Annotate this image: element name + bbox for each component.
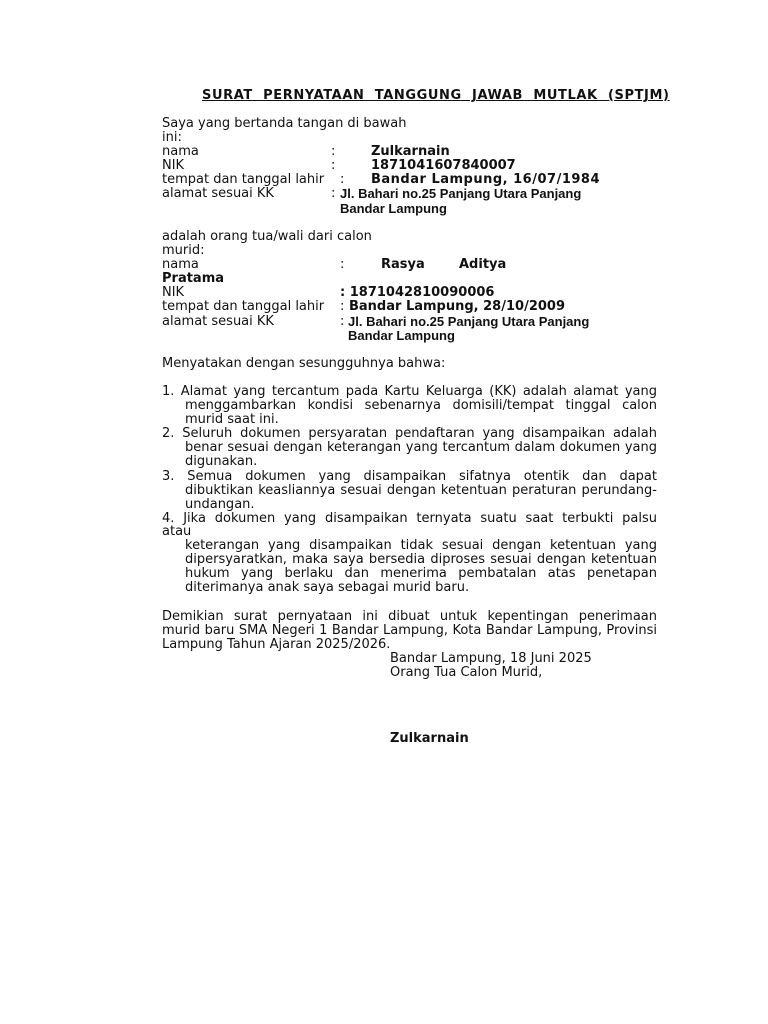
parent-ttl-label: tempat dan tanggal lahir (162, 172, 325, 187)
child-nama-colon: : (340, 257, 345, 272)
item-1-line-1: 1. Alamat yang tercantum pada Kartu Keluarga (KK) adalah alamat yang (162, 384, 657, 399)
parent-alamat-value-1: Jl. Bahari no.25 Panjang Utara Panjang (340, 186, 582, 201)
parent-nama-value: Zulkarnain (371, 144, 450, 159)
intro-line-2: ini: (162, 130, 182, 145)
closing-line-2: murid baru SMA Negeri 1 Bandar Lampung, Kota Bandar Lampung, Provinsi (162, 623, 657, 638)
item-1-line-2: menggambarkan kondisi sebenarnya domisili/tempat tinggal calon (185, 398, 657, 413)
parent-alamat-label: alamat sesuai KK (162, 186, 274, 201)
signer-name: Zulkarnain (390, 731, 469, 746)
item-3-line-3: undangan. (185, 497, 255, 512)
child-intro-line-2: murid: (162, 243, 205, 258)
parent-nik-colon: : (331, 158, 336, 173)
child-nama-value-3: Pratama (162, 271, 225, 286)
parent-alamat-colon: : (331, 186, 336, 201)
item-2-line-2: benar sesuai dengan keterangan yang tercantum dalam dokumen yang (185, 440, 657, 455)
child-nama-label: nama (162, 257, 199, 272)
parent-ttl-colon: : (340, 172, 345, 187)
item-4-line-2: atau (162, 524, 192, 539)
parent-ttl-value: Bandar Lampung, 16/07/1984 (371, 172, 600, 187)
child-nik-label: NIK (162, 285, 185, 300)
closing-line-3: Lampung Tahun Ajaran 2025/2026. (162, 637, 391, 652)
parent-nik-value: 1871041607840007 (371, 158, 516, 173)
child-alamat-value-1: Jl. Bahari no.25 Panjang Utara Panjang (348, 314, 590, 329)
child-nama-value-1: Rasya (381, 257, 425, 272)
child-nama-value-2: Aditya (459, 257, 507, 272)
item-3-line-1: 3. Semua dokumen yang disampaikan sifatnya otentik dan dapat (162, 469, 657, 484)
place-date: Bandar Lampung, 18 Juni 2025 (390, 651, 592, 666)
parent-nik-label: NIK (162, 158, 185, 173)
child-alamat-label: alamat sesuai KK (162, 314, 274, 329)
item-4-line-4: dipersyaratkan, maka saya bersedia diproses sesuai dengan ketentuan (185, 552, 657, 567)
item-1-line-3: murid saat ini. (185, 412, 279, 427)
parent-alamat-value-2: Bandar Lampung (340, 201, 447, 216)
item-2-line-1: 2. Seluruh dokumen persyaratan pendaftaran yang disampaikan adalah (162, 426, 657, 441)
statement-intro: Menyatakan dengan sesungguhnya bahwa: (162, 356, 446, 371)
child-ttl-value: Bandar Lampung, 28/10/2009 (349, 299, 565, 314)
child-alamat-value-2: Bandar Lampung (348, 328, 455, 343)
child-alamat-colon: : (340, 314, 345, 329)
child-ttl-label: tempat dan tanggal lahir (162, 299, 325, 314)
item-4-line-6: diterimanya anak saya sebagai murid baru. (185, 580, 470, 595)
parent-nama-label: nama (162, 144, 199, 159)
item-4-line-3: keterangan yang disampaikan tidak sesuai dengan ketentuan yang (185, 538, 657, 553)
parent-nama-colon: : (331, 144, 336, 159)
item-4-line-5: hukum yang berlaku dan menerima pembatalan atas penetapan (185, 566, 657, 581)
document-title: SURAT PERNYATAAN TANGGUNG JAWAB MUTLAK (SPTJM) (202, 88, 670, 103)
child-intro-line-1: adalah orang tua/wali dari calon (162, 229, 372, 244)
intro-line-1: Saya yang bertanda tangan di bawah (162, 116, 407, 131)
signer-role: Orang Tua Calon Murid, (390, 665, 543, 680)
child-ttl-colon: : (340, 299, 345, 314)
child-nik-value: : 1871042810090006 (340, 285, 495, 300)
item-3-line-2: dibuktikan keasliannya sesuai dengan ketentuan peraturan perundang- (185, 483, 657, 498)
item-2-line-3: digunakan. (185, 454, 258, 469)
item-4-line-1: 4. Jika dokumen yang disampaikan ternyata suatu saat terbukti palsu (162, 511, 657, 526)
closing-line-1: Demikian surat pernyataan ini dibuat untuk kepentingan penerimaan (162, 609, 657, 624)
